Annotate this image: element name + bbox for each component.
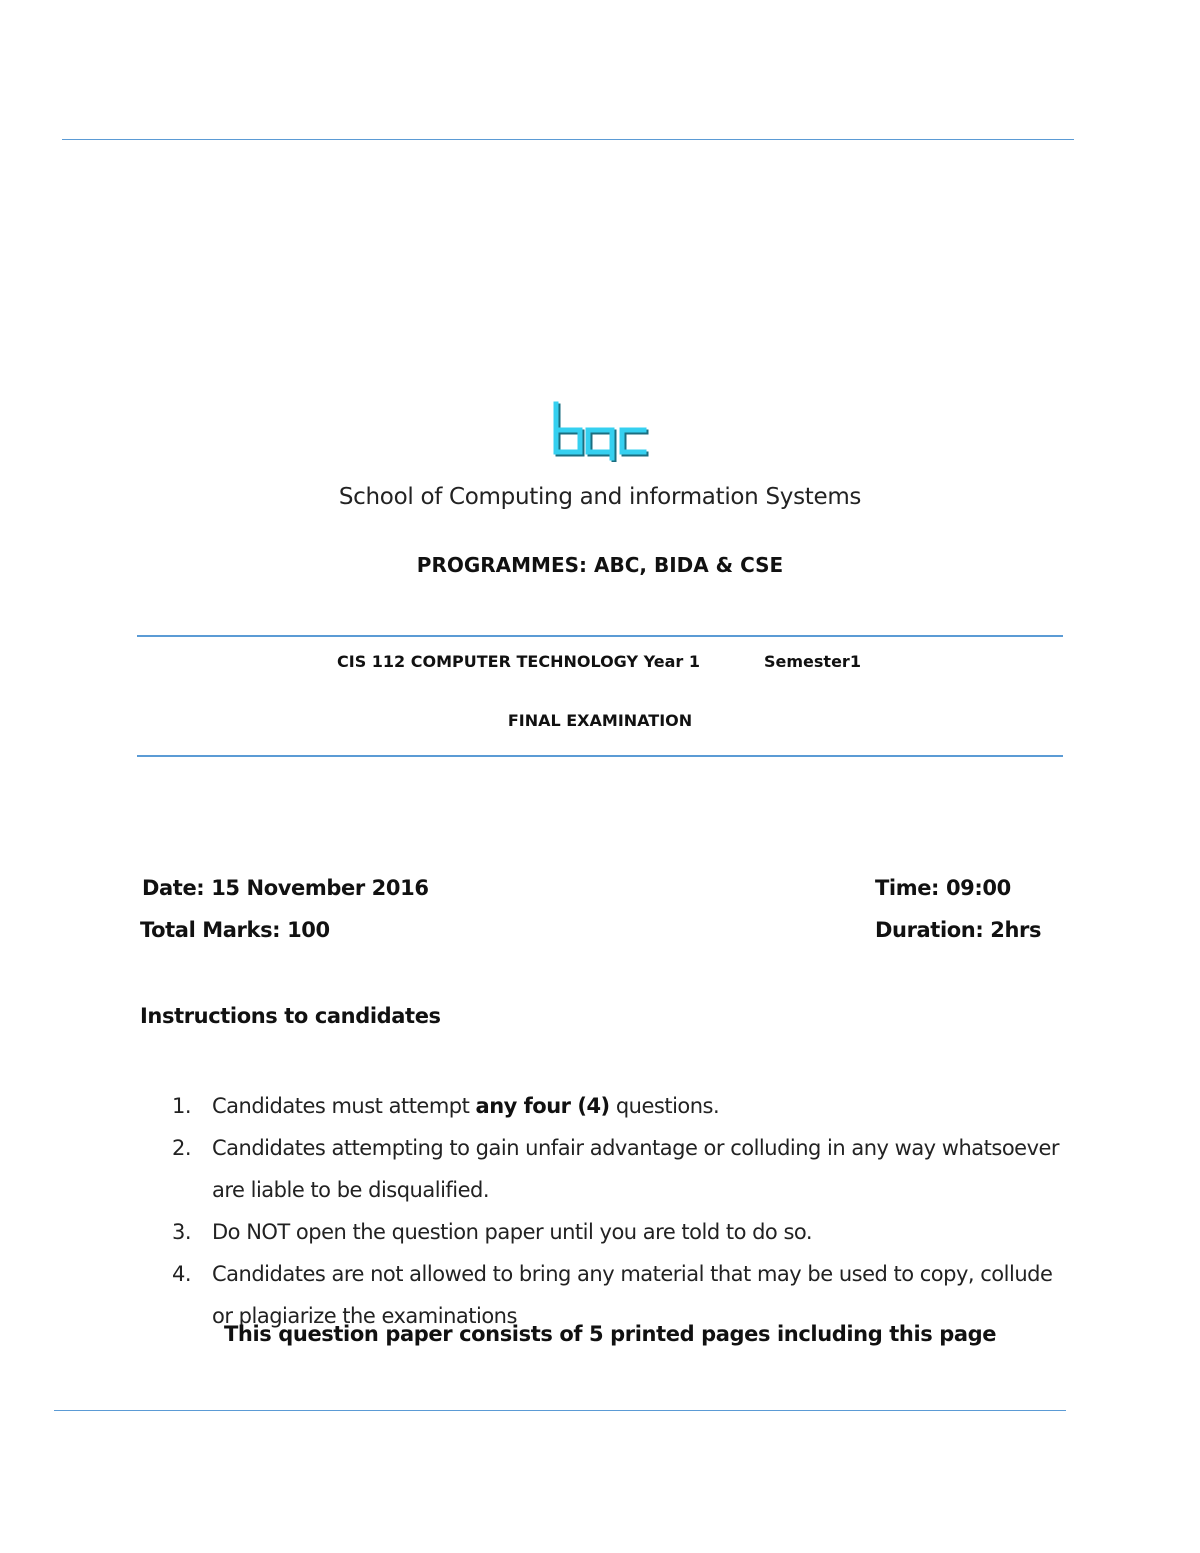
instructions-list: [172, 1085, 1062, 1337]
course-title: CIS 112 COMPUTER TECHNOLOGY Year 1: [337, 652, 700, 671]
exam-date: Date: 15 November 2016: [142, 876, 429, 900]
bac-logo: [550, 400, 650, 462]
instruction-number: 2.: [172, 1136, 192, 1160]
instruction-text: Candidates are not allowed to bring any material that may be used to copy, collude or plagiarize the examinations: [212, 1262, 1053, 1328]
exam-duration: Duration: 2hrs: [875, 918, 1042, 942]
instruction-item: [172, 1211, 1062, 1253]
exam-title: FINAL EXAMINATION: [507, 711, 693, 730]
instruction-text: Do NOT open the question paper until you are told to do so.: [212, 1220, 813, 1244]
exam-time: Time: 09:00: [875, 876, 1011, 900]
instruction-item: [172, 1085, 1062, 1127]
instruction-text: Candidates attempting to gain unfair advantage or colluding in any way whatsoever are liable to be disqualified.: [212, 1136, 1060, 1202]
course-top-divider: [137, 635, 1063, 637]
bottom-divider: [54, 1410, 1066, 1411]
instruction-text: questions.: [609, 1094, 720, 1118]
instruction-number: 1.: [172, 1094, 192, 1118]
instruction-emphasis: any four (4): [475, 1094, 610, 1118]
instruction-number: 4.: [172, 1262, 192, 1286]
top-divider: [62, 139, 1074, 140]
instructions-heading: Instructions to candidates: [140, 1004, 441, 1028]
school-name: School of Computing and information Systems: [338, 484, 862, 510]
instruction-text: Candidates must attempt: [212, 1094, 476, 1118]
semester-label: Semester1: [764, 652, 861, 671]
page-count-note: This question paper consists of 5 printed pages including this page: [224, 1322, 997, 1346]
instruction-number: 3.: [172, 1220, 192, 1244]
course-bottom-divider: [137, 755, 1063, 757]
programmes-heading: PROGRAMMES: ABC, BIDA & CSE: [416, 553, 784, 577]
instruction-item: [172, 1127, 1062, 1211]
total-marks: Total Marks: 100: [140, 918, 330, 942]
